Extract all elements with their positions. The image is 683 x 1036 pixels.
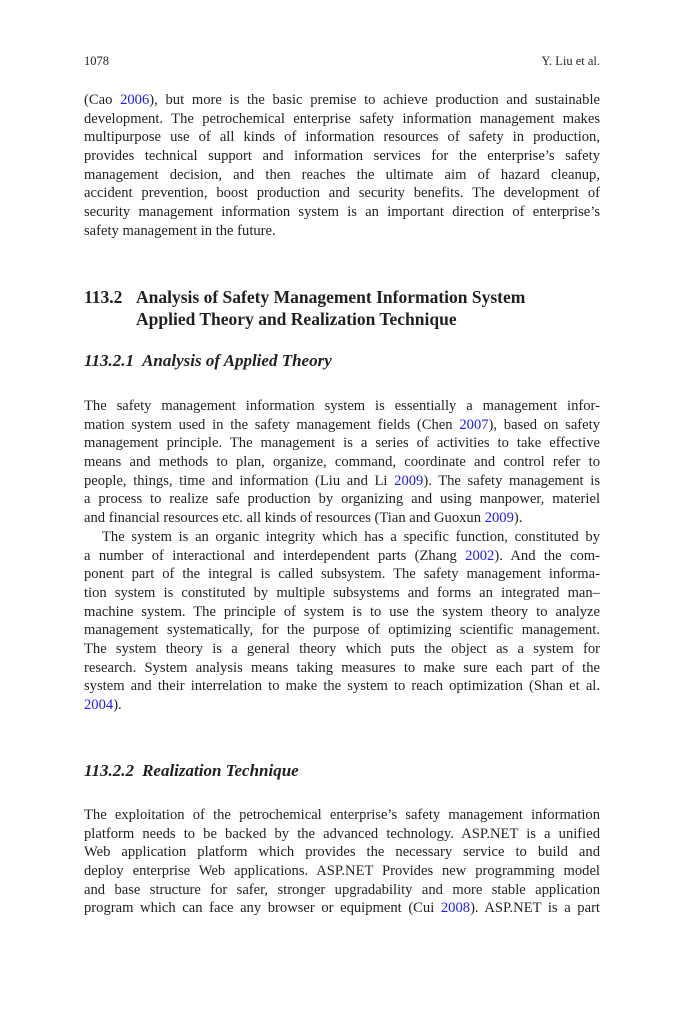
text-segment: ). The safety management is bbox=[423, 472, 600, 489]
subsection-title: Analysis of Applied Theory bbox=[142, 351, 332, 370]
text-line bbox=[84, 565, 600, 584]
citation-link[interactable]: 2004 bbox=[84, 697, 114, 713]
text-segment: system and their interrelation to make the system to reach optimization (Shan et al. bbox=[84, 678, 600, 695]
text-segment: The safety management information system is essentially a management infor- bbox=[84, 398, 600, 414]
text-segment: multipurpose use of all kinds of information resources of safety in production, bbox=[84, 129, 600, 146]
text-line bbox=[84, 528, 600, 547]
paragraph bbox=[84, 806, 600, 918]
text-line bbox=[84, 659, 600, 678]
text-line bbox=[84, 584, 600, 603]
text-line bbox=[84, 862, 600, 881]
text-segment: ), based on safety bbox=[488, 416, 600, 433]
citation-link[interactable]: 2009 bbox=[484, 510, 514, 527]
text-line bbox=[84, 203, 600, 222]
text-segment: management principle. The management is a series of activities to take effective bbox=[84, 435, 600, 452]
text-segment: The system theory is a general theory which puts the object as a system for bbox=[84, 640, 600, 657]
text-line bbox=[84, 881, 600, 900]
section-number: 113.2 bbox=[84, 287, 123, 307]
text-line bbox=[84, 472, 600, 491]
text-segment: platform needs to be backed by the advanced technology. ASP.NET is a unified bbox=[84, 825, 600, 842]
text-line bbox=[84, 843, 600, 862]
text-line bbox=[84, 547, 600, 566]
text-line bbox=[84, 184, 600, 203]
text-line bbox=[84, 899, 600, 918]
text-line bbox=[84, 453, 600, 472]
text-segment: ), but more is the basic premise to achieve production and sustainable bbox=[149, 92, 600, 108]
text-line bbox=[84, 91, 600, 110]
text-segment: management systematically, for the purpose of optimizing scientific management. bbox=[84, 622, 600, 639]
text-segment: accident prevention, boost production and security benefits. The development of bbox=[84, 185, 600, 202]
citation-link[interactable]: 2008 bbox=[440, 900, 471, 917]
section-heading-113-2 bbox=[84, 286, 525, 330]
running-head: Y. Liu et al. bbox=[541, 54, 600, 68]
text-segment: development. The petrochemical enterprise safety information management makes bbox=[84, 110, 600, 127]
text-line bbox=[84, 147, 600, 166]
text-segment: means and methods to plan, organize, command, coordinate and control refer to bbox=[84, 454, 600, 471]
paragraph bbox=[84, 397, 600, 715]
text-segment: research. System analysis means taking measures to make sure each part of the bbox=[84, 659, 600, 676]
text-segment: The system is an organic integrity which has a specific function, constituted by bbox=[102, 528, 600, 545]
text-line bbox=[84, 434, 600, 453]
subsection-number: 113.2.2 bbox=[84, 761, 135, 780]
citation-link[interactable]: 2002 bbox=[465, 547, 495, 564]
citation-link[interactable]: 2009 bbox=[394, 472, 424, 489]
text-line bbox=[84, 640, 600, 659]
citation-link[interactable]: 2007 bbox=[459, 416, 489, 433]
text-segment: ). bbox=[513, 510, 523, 527]
text-segment: program which can face any browser or equipment (Cui bbox=[84, 900, 441, 917]
text-line bbox=[84, 397, 600, 416]
subsection-heading-113-2-1 bbox=[84, 351, 332, 371]
text-line bbox=[84, 603, 600, 622]
text-segment: a number of interactional and interdependent parts (Zhang bbox=[84, 547, 466, 564]
text-line bbox=[84, 128, 600, 147]
text-segment: ponent part of the integral is called subsystem. The safety management informa- bbox=[84, 566, 600, 583]
citation-link[interactable]: 2006 bbox=[120, 92, 150, 108]
text-segment: Web application platform which provides the necessary service to build and bbox=[84, 844, 600, 861]
text-segment: ). And the com- bbox=[494, 547, 600, 564]
text-segment: safety management in the future. bbox=[84, 222, 276, 239]
text-segment: tion system is constituted by multiple subsystems and forms an integrated man– bbox=[84, 584, 600, 601]
text-segment: (Cao bbox=[84, 92, 121, 108]
text-line bbox=[84, 696, 600, 715]
page-number: 1078 bbox=[84, 54, 109, 68]
text-segment: and base structure for safer, stronger upgradability and more stable application bbox=[84, 881, 600, 898]
text-segment: The exploitation of the petrochemical enterprise’s safety management information bbox=[84, 807, 600, 823]
text-segment: ). ASP.NET is a part bbox=[470, 900, 600, 917]
section-title-line1: Analysis of Safety Management Information System bbox=[136, 287, 526, 307]
text-segment: deploy enterprise Web applications. ASP.NET Provides new programming model bbox=[84, 863, 600, 880]
text-segment: mation system used in the safety management fields (Chen bbox=[84, 416, 460, 433]
section-title-line2: Applied Theory and Realization Technique bbox=[136, 309, 457, 329]
text-line bbox=[84, 677, 600, 696]
text-segment: machine system. The principle of system is to use the system theory to analyze bbox=[84, 603, 600, 620]
text-segment: people, things, time and information (Liu and Li bbox=[84, 472, 395, 489]
subsection-number: 113.2.1 bbox=[84, 351, 135, 370]
text-line bbox=[84, 490, 600, 509]
text-line bbox=[84, 806, 600, 825]
text-line bbox=[84, 110, 600, 129]
text-segment: a process to realize safe production by organizing and using manpower, materiel bbox=[84, 491, 600, 508]
paragraph bbox=[84, 91, 600, 241]
subsection-title: Realization Technique bbox=[142, 761, 299, 780]
text-line bbox=[84, 621, 600, 640]
text-segment: ). bbox=[113, 697, 122, 713]
text-line bbox=[84, 166, 600, 185]
text-line bbox=[84, 416, 600, 435]
text-segment: and financial resources etc. all kinds of resources (Tian and Guoxun bbox=[84, 510, 485, 527]
text-line bbox=[84, 509, 600, 528]
subsection-heading-113-2-2 bbox=[84, 761, 299, 781]
text-line bbox=[84, 825, 600, 844]
text-segment: security management information system is an important direction of enterprise’s bbox=[84, 204, 600, 221]
text-line bbox=[84, 222, 600, 241]
text-segment: provides technical support and information services for the enterprise’s safety bbox=[84, 148, 600, 165]
text-segment: management decision, and then reaches the ultimate aim of hazard cleanup, bbox=[84, 166, 600, 183]
